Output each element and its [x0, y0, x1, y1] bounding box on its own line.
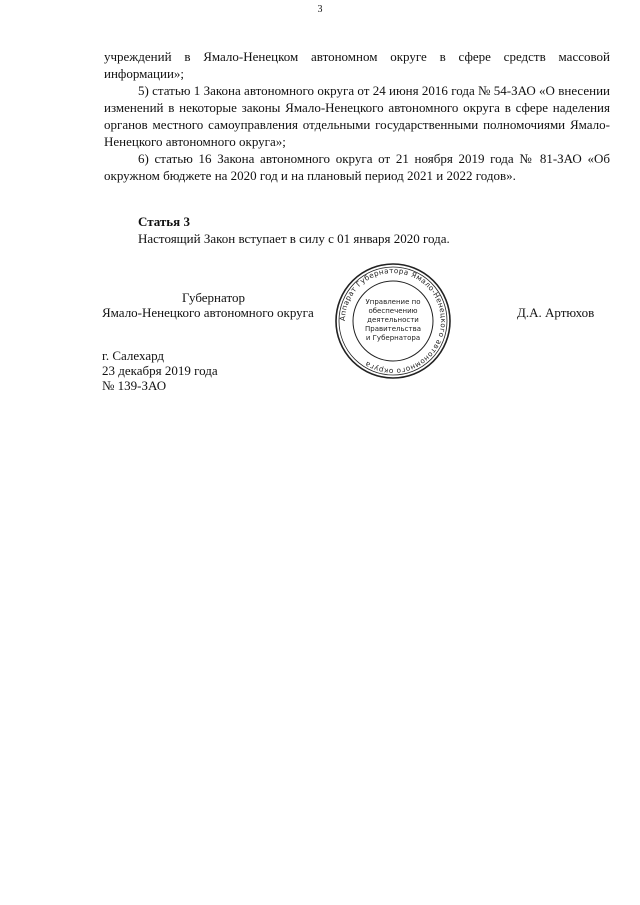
stamp-inner-line: деятельности [367, 316, 419, 324]
stamp-ring-text: Аппарат Губернатора Ямало-Ненецкого автономного округа [337, 265, 449, 377]
signatory-region: Ямало-Ненецкого автономного округа [102, 305, 314, 320]
law-number: № 139-ЗАО [102, 378, 167, 393]
signatory-title: Губернатор [182, 290, 245, 305]
stamp-inner-line: Правительства [365, 325, 421, 333]
paragraph-2: 5) статью 1 Закона автономного округа от 24 июня 2016 года № 54-ЗАО «О внесении изменений в некоторые законы Ямало-Ненецкого автономного округа в сфере наделения органов местного самоуправления отдельными государственными полномочиями Ямало-Ненецкого автономного округа»; [104, 83, 610, 149]
place-of-signing: г. Салехард [102, 348, 165, 363]
official-stamp [334, 262, 452, 380]
stamp-inner-line: обеспечению [368, 307, 418, 315]
article-text: Настоящий Закон вступает в силу с 01 января 2020 года. [138, 231, 450, 246]
article-heading: Статья 3 [138, 214, 190, 229]
publication-details [102, 348, 218, 393]
signatory-name: Д.А. Артюхов [517, 305, 595, 320]
page-number: 3 [317, 4, 323, 15]
stamp-inner-line: и Губернатора [365, 334, 421, 342]
paragraph-3: 6) статью 16 Закона автономного округа от 21 ноября 2019 года № 81-ЗАО «Об окружном бюджете на 2020 год и на плановый период 2021 и 2022 годов». [104, 151, 610, 183]
paragraph-1: учреждений в Ямало-Ненецком автономном округе в сфере средств массовой информации»; [104, 49, 610, 81]
stamp-inner-text [365, 298, 421, 342]
signing-date: 23 декабря 2019 года [102, 363, 218, 378]
body-text [104, 48, 610, 184]
stamp-inner-line: Управление по [365, 298, 421, 306]
article-3 [138, 213, 450, 247]
